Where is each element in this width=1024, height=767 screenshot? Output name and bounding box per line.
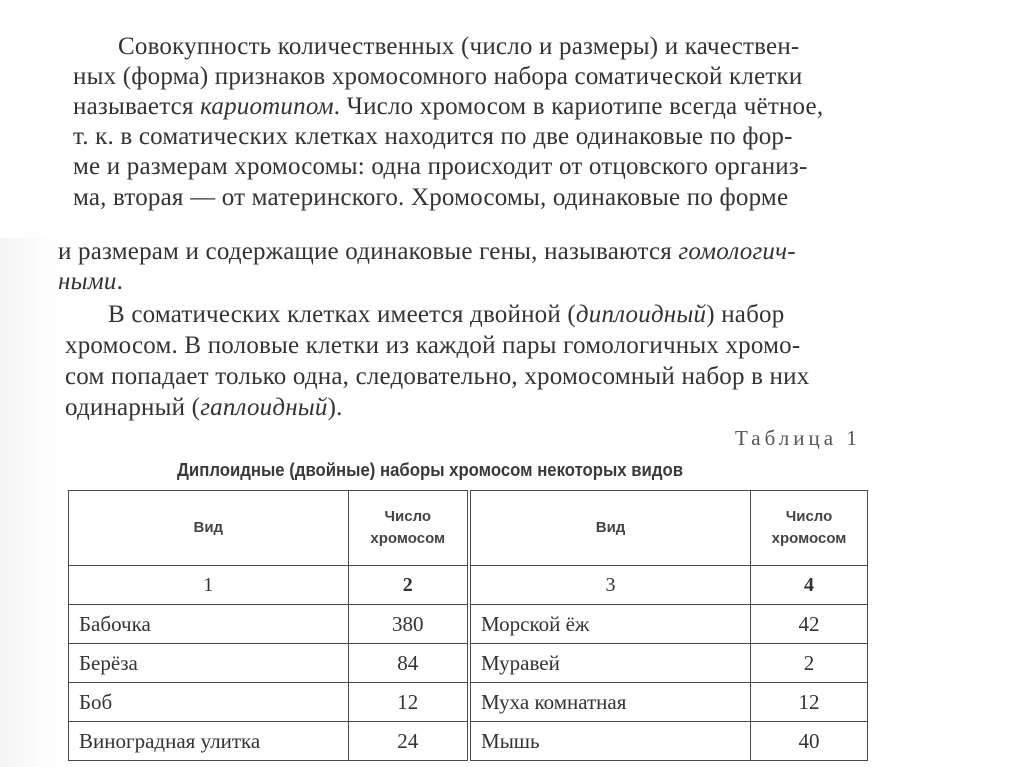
p1-line-8: ными.: [58, 268, 124, 295]
term-karyotype: кариотипом: [200, 93, 334, 120]
species-name: Мышь: [469, 722, 751, 761]
species-name: Морской ёж: [469, 605, 751, 644]
p1-line-2: ных (форма) признаков хромосомного набора соматической клетки: [73, 63, 803, 90]
p2-line-2: хромосом. В половые клетки из каждой пары гомологичных хромо-: [65, 332, 801, 359]
term-diploid: диплоидный: [575, 301, 707, 328]
p1-line-1: Совокупность количественных (число и размеры) и качествен-: [118, 33, 800, 60]
p1-line-4: т. к. в соматических клетках находится по две одинаковые по фор-: [73, 123, 793, 150]
p1-line-5: ме и размерам хромосомы: одна происходит от отцовского организ-: [73, 153, 808, 180]
p2-line-3: сом попадает только одна, следовательно, хромосомный набор в них: [65, 363, 810, 390]
column-number-row: [69, 566, 868, 605]
column-number: 3: [469, 566, 751, 605]
term-haploid: гаплоидный: [200, 394, 328, 421]
table-title: Диплоидные (двойные) наборы хромосом некоторых видов: [177, 460, 683, 480]
column-number: 2: [348, 566, 469, 605]
header-species-left: Вид: [69, 491, 349, 566]
table-row: [69, 605, 868, 644]
chromosome-table: [68, 490, 868, 761]
table-row: [69, 722, 868, 761]
p1-line-7: и размерам и содержащие одинаковые гены, называются гомологич-: [58, 238, 796, 265]
p2-line-4: одинарный (гаплоидный).: [65, 394, 343, 421]
table-header-row: [69, 491, 868, 566]
chromosome-count: 24: [348, 722, 469, 761]
table-row: [69, 683, 868, 722]
column-number: 1: [69, 566, 349, 605]
chromosome-count: 40: [751, 722, 868, 761]
chromosome-count: 12: [348, 683, 469, 722]
table-row: [69, 644, 868, 683]
table-label: Таблица 1: [735, 426, 861, 450]
species-name: Виноградная улитка: [69, 722, 349, 761]
p1-line-6: ма, вторая — от материнского. Хромосомы, одинаковые по форме: [73, 184, 789, 211]
species-name: Боб: [69, 683, 349, 722]
chromosome-count: 2: [751, 644, 868, 683]
species-name: Муха комнатная: [469, 683, 751, 722]
header-count-right: Число хромосом: [751, 491, 868, 566]
scan-edge-shadow: [0, 238, 58, 767]
header-species-right: Вид: [469, 491, 751, 566]
p1-line-3: называется кариотипом. Число хромосом в кариотипе всегда чётное,: [73, 93, 824, 120]
header-count-left: Число хромосом: [348, 491, 469, 566]
chromosome-count: 12: [751, 683, 868, 722]
chromosome-count: 380: [348, 605, 469, 644]
column-number: 4: [751, 566, 868, 605]
term-homologous: гомологич-: [678, 238, 796, 265]
p2-line-1: В соматических клетках имеется двойной (диплоидный) набор: [108, 301, 785, 328]
species-name: Муравей: [469, 644, 751, 683]
species-name: Бабочка: [69, 605, 349, 644]
species-name: Берёза: [69, 644, 349, 683]
chromosome-count: 42: [751, 605, 868, 644]
chromosome-count: 84: [348, 644, 469, 683]
